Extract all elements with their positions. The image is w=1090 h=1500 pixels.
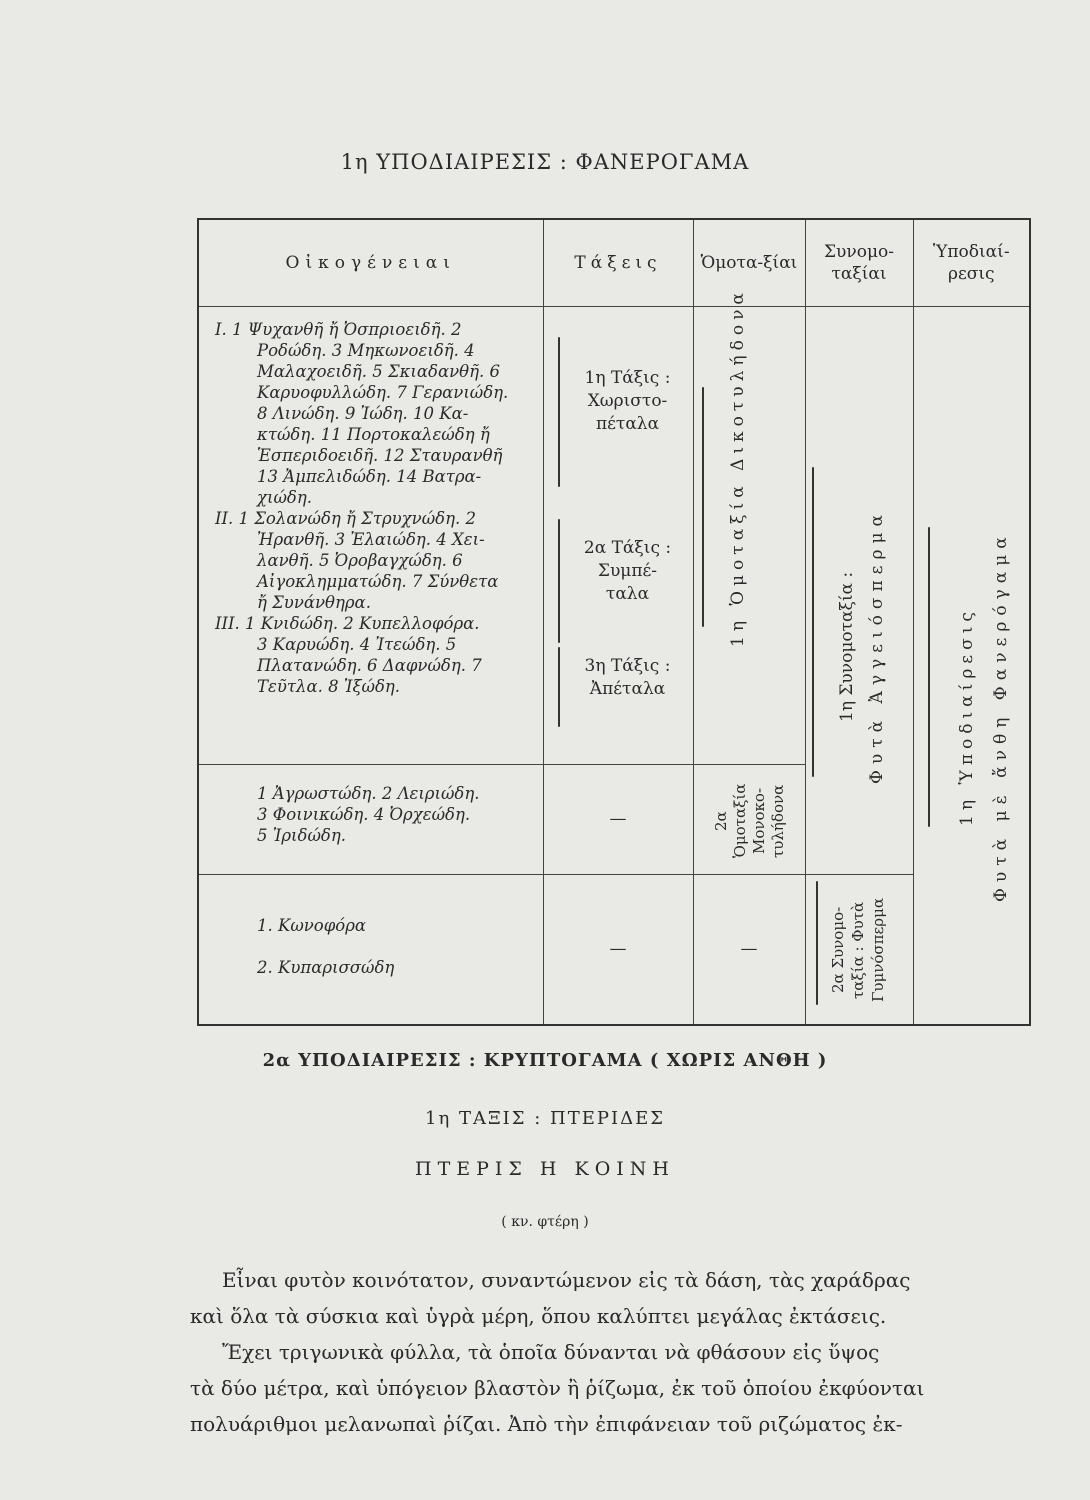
subclass-2-label: 2α Συνομο- ταξία : Φυτὰ Γυμνόσπερμα <box>828 898 887 1003</box>
order-2: 2α Τάξις : Συμπέ- ταλα <box>583 538 672 605</box>
body-line: Εἶναι φυτὸν κοινότατον, συναντώμενον εἰς τὰ δάση, τὰς χαράδρας <box>222 1268 911 1292</box>
brace <box>816 881 818 1005</box>
heading-common-name: ( κν. φτέρη ) <box>501 1214 589 1230</box>
body-text <box>190 1262 1040 1442</box>
brace <box>812 467 814 777</box>
brace <box>702 387 704 627</box>
orders-group-3: — <box>543 875 693 1025</box>
class-cell-1 <box>693 288 805 765</box>
header-subclasses: Συνομο-ταξίαι <box>805 219 913 307</box>
body-line: καὶ ὅλα τὰ σύσκια καὶ ὑγρὰ μέρη, ὅπου καλύπτει μεγάλας ἐκτάσεις. <box>190 1304 887 1328</box>
subdivision-label: 1η Ὑποδιαίρεσις Φυτὰ μὲ ἄνθη Φανερόγαμα <box>956 531 1011 903</box>
class-cell-2 <box>693 765 805 875</box>
brace <box>558 647 560 727</box>
families-group-2: 1 Ἀγρωστώδη. 2 Λειριώδη. 3 Φοινικώδη. 4 Ὀρχεώδη. 5 Ἰριδώδη. <box>198 765 543 875</box>
body-line: τὰ δύο μέτρα, καὶ ὑπόγειον βλαστὸν ἢ ῥίζωμα, ἐκ τοῦ ὁποίου ἐκφύονται <box>190 1376 925 1400</box>
body-line: πολυάριθμοι μελανωπαὶ ῥίζαι. Ἀπὸ τὴν ἐπιφάνειαν τοῦ ριζώματος ἐκ- <box>190 1412 903 1436</box>
heading-species: ΠΤΕΡΙΣ Η ΚΟΙΝΗ <box>415 1158 675 1180</box>
class-1-label: 1η Ὁμοταξία Δικοτυλήδονα <box>727 288 748 648</box>
families-group-1: I. 1 Ψυχανθῆ ἤ Ὀσπριοειδῆ. 2 Ροδώδη. 3 Μηκωνοειδῆ. 4 Μαλαχοειδῆ. 5 Σκιαδανθῆ. 6 Καρυοφυλλώδη. 7 Γερανιώδη. 8 Λινώδη. 9 Ἰώδη. 10 Κα- κτώδη. 11 Πορτοκαλεώδη ἤ Ἑσπεριδοειδῆ. 12 Σταυρανθῆ 13 Ἀμπελιδώδη. 14 Βατρα- χιώδη. II. 1 Σολανώδη ἤ Στρυχνώδη. 2 Ἠρανθῆ. 3 Ἐλαιώδη. 4 Χει- λανθῆ. 5 Ὀροβαγχώδη. 6 Αἰγοκλημματώδη. 7 Σύνθετα ἤ Συνάνθηρα. III. 1 Κνιδώδη. 2 Κυπελλοφόρα. 3 Καρυώδη. 4 Ἰτεώδη. 5 Πλατανώδη. 6 Δαφνώδη. 7 Τεῦτλα. 8 Ἰξώδη. <box>198 307 543 765</box>
heading-subdivision-1: 1η ΥΠΟΔΙΑΙΡΕΣΙΣ : ΦΑΝΕΡΟΓΑΜΑ <box>340 150 750 174</box>
table-header-row <box>198 219 1030 307</box>
header-families: Οἰκογένειαι <box>198 219 543 307</box>
table-row <box>198 875 1030 1025</box>
brace <box>558 337 560 487</box>
subclass-1-label: 1η Συνομοταξία : Φυτὰ Ἀγγειόσπερμα <box>836 509 887 785</box>
classification-table <box>197 218 1031 1026</box>
subdivision-cell <box>913 307 1030 1025</box>
header-orders: Τάξεις <box>543 219 693 307</box>
subclass-cell-1 <box>805 307 913 875</box>
order-3: 3η Τάξις : Ἀπέταλα <box>584 656 671 700</box>
orders-group-2: — <box>543 765 693 875</box>
families-group-3: 1. Κωνοφόρα 2. Κυπαρισσώδη <box>198 875 543 1025</box>
class-2-label: 2α Ὁμοταξία Μονοκο- τυλήδονα <box>711 784 787 859</box>
header-subdivision: Ὑποδιαί-ρεσις <box>913 219 1030 307</box>
order-1: 1η Τάξις : Χωριστο- πέταλα <box>584 368 671 435</box>
class-cell-3: — <box>693 875 805 1025</box>
heading-order: 1η ΤΑΞΙΣ : ΠΤΕΡΙΔΕΣ <box>425 1108 665 1129</box>
orders-group-1 <box>543 307 693 765</box>
body-line: Ἔχει τριγωνικὰ φύλλα, τὰ ὁποῖα δύνανται νὰ φθάσουν εἰς ὕψος <box>222 1340 880 1364</box>
subclass-cell-2 <box>805 875 913 1025</box>
heading-subdivision-2: 2α ΥΠΟΔΙΑΙΡΕΣΙΣ : ΚΡΥΠΤΟΓΑΜΑ ( ΧΩΡΙΣ ΑΝΘΗ ) <box>262 1050 828 1071</box>
brace <box>558 519 560 643</box>
brace <box>928 527 930 827</box>
header-classes: Ὁμοτα-ξίαι <box>693 219 805 307</box>
table-row <box>198 307 1030 765</box>
